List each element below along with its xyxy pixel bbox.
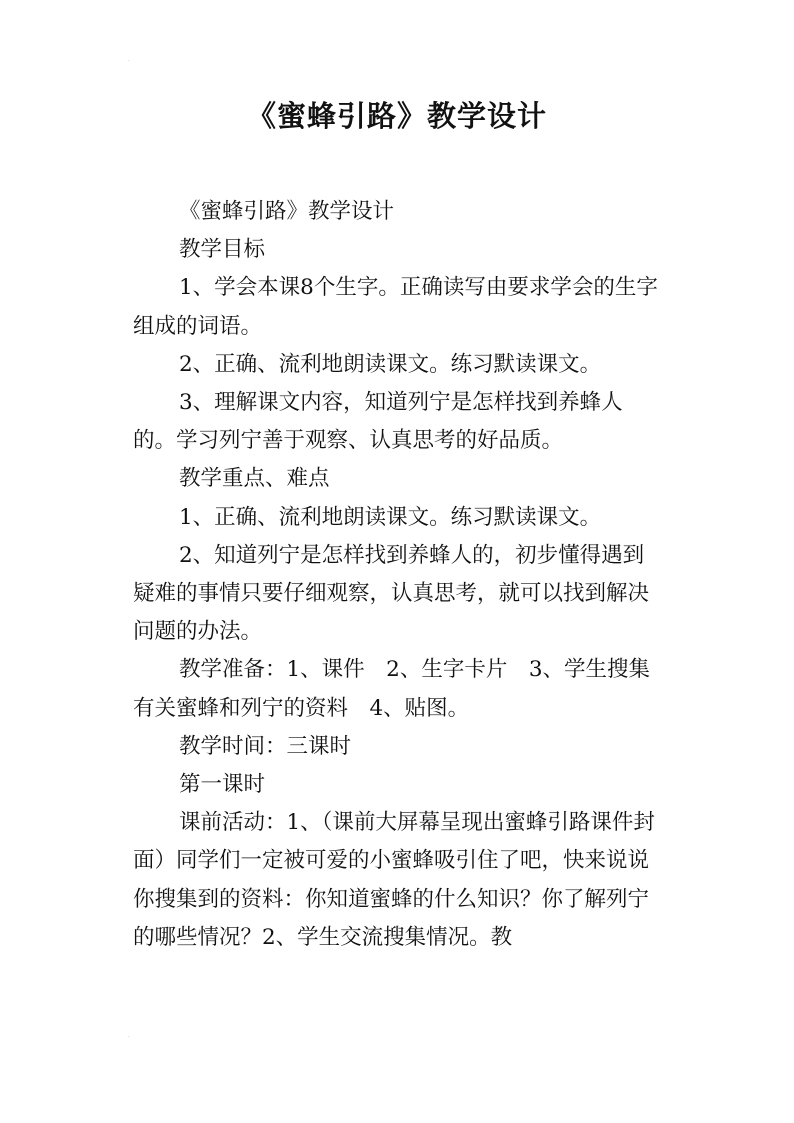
paragraph-heading-key-points: 教学重点、难点 [179,466,330,492]
paragraph-preparation: 教学准备：1、课件 2、生字卡片 3、学生搜集有关蜜蜂和列宁的资料 4、贴图。 [133,657,651,721]
paragraph-objective-2: 2、正确、流利地朗读课文。练习默读课文。 [179,351,602,377]
document-title: 《蜜蜂引路》教学设计 [246,99,547,133]
paragraph-objective-1: 1、学会本课8个生字。正确读写由要求学会的生字组成的词语。 [133,275,658,339]
document-body [133,193,663,957]
paragraph-key-point-1: 1、正确、流利地朗读课文。练习默读课文。 [179,504,602,530]
paragraph-lesson-one: 第一课时 [179,772,266,798]
corner-mark-bottom: · [128,1034,130,1041]
paragraph-teaching-time: 教学时间：三课时 [179,733,352,759]
paragraph-subtitle: 《蜜蜂引路》教学设计 [179,199,395,224]
paragraph-heading-objectives: 教学目标 [179,237,266,263]
paragraph-pre-class-activity: 课前活动：1、（课前大屏幕呈现出蜜蜂引路课件封面）同学们一定被可爱的小蜜蜂吸引住了吧，快来说说你搜集到的资料：你知道蜜蜂的什么知识？你了解列宁的哪些情况？2、学生交流搜集情况。教 [133,810,655,950]
paragraph-objective-3: 3、理解课文内容，知道列宁是怎样找到养蜂人的。学习列宁善于观察、认真思考的好品质。 [133,390,623,454]
corner-mark-top: · [128,58,130,65]
paragraph-key-point-2: 2、知道列宁是怎样找到养蜂人的，初步懂得遇到疑难的事情只要仔细观察，认真思考，就可以找到解决问题的办法。 [133,542,650,645]
